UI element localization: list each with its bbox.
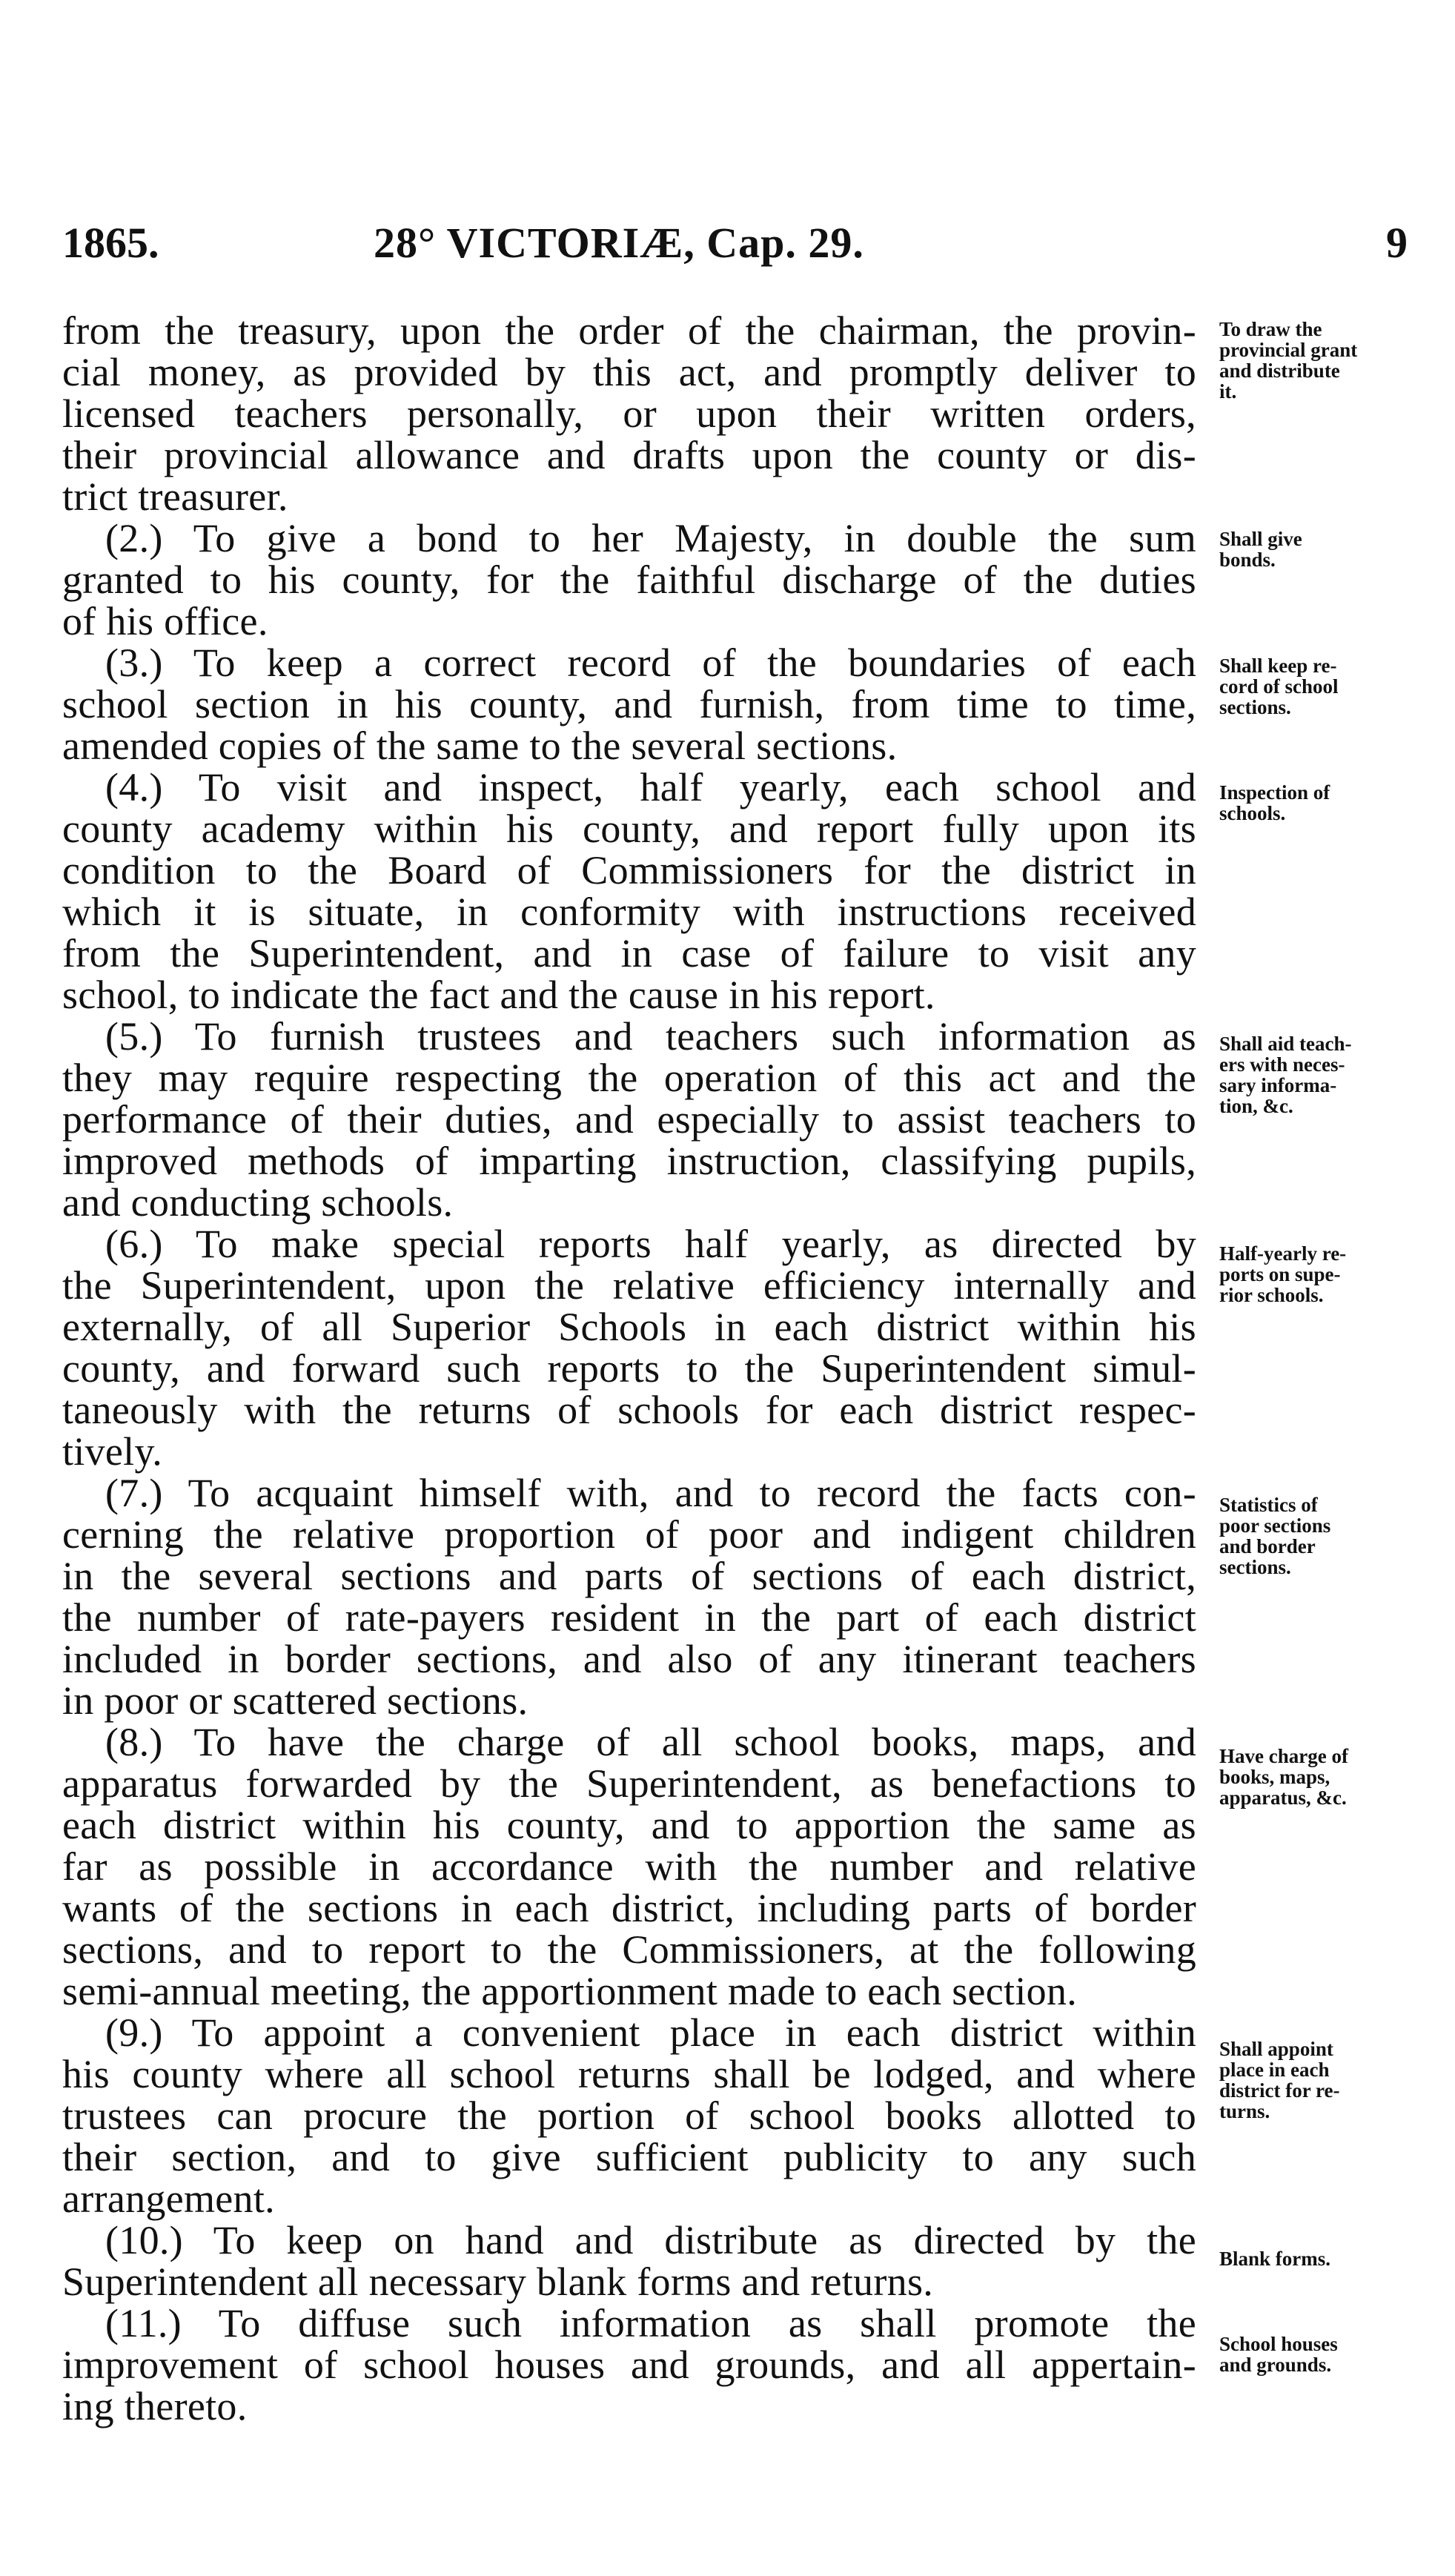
margin-note-line: sary informa- bbox=[1219, 1074, 1337, 1096]
text-line: ing thereto. bbox=[62, 2384, 248, 2428]
text-line: (8.) To have the charge of all school books, maps, and bbox=[105, 1720, 1196, 1764]
margin-note-7 bbox=[1219, 1494, 1442, 1577]
text-line: from the treasury, upon the order of the chairman, the provin- bbox=[62, 308, 1196, 353]
body-text bbox=[62, 310, 1196, 2427]
text-line: tively. bbox=[62, 1429, 163, 1474]
text-line: each district within his county, and to apportion the same as bbox=[62, 1803, 1196, 1847]
margin-note-line: ports on supe- bbox=[1219, 1263, 1341, 1285]
margin-note-3 bbox=[1219, 655, 1442, 718]
text-line: wants of the sections in each district, including parts of border bbox=[62, 1886, 1196, 1930]
text-line: in the several sections and parts of sections of each district, bbox=[62, 1554, 1196, 1598]
text-line: which it is situate, in conformity with instructions received bbox=[62, 890, 1196, 934]
text-line: semi-annual meeting, the apportionment made to each section. bbox=[62, 1969, 1078, 2013]
text-line: sections, and to report to the Commissioners, at the following bbox=[62, 1927, 1196, 1972]
paragraph-10 bbox=[62, 2219, 1196, 2302]
margin-note-line: Have charge of bbox=[1219, 1745, 1348, 1767]
text-line: the Superintendent, upon the relative efficiency internally and bbox=[62, 1263, 1196, 1308]
running-head bbox=[62, 213, 1408, 273]
text-line: included in border sections, and also of any itinerant teachers bbox=[62, 1637, 1196, 1681]
text-line: apparatus forwarded by the Superintendent, as benefactions to bbox=[62, 1761, 1196, 1806]
margin-note-1 bbox=[1219, 319, 1442, 402]
text-line: their section, and to give sufficient publicity to any such bbox=[62, 2135, 1196, 2179]
text-line: (9.) To appoint a convenient place in each district within bbox=[105, 2010, 1196, 2055]
margin-note-5 bbox=[1219, 1033, 1442, 1116]
text-line: school section in his county, and furnish, from time to time, bbox=[62, 682, 1196, 726]
margin-note-line: Half-yearly re- bbox=[1219, 1242, 1347, 1265]
paragraph-3 bbox=[62, 642, 1196, 766]
paragraph-8 bbox=[62, 1721, 1196, 2012]
margin-note-line: sections. bbox=[1219, 696, 1291, 718]
paragraph-9 bbox=[62, 2012, 1196, 2219]
margin-note-line: Inspection of bbox=[1219, 781, 1330, 804]
text-line: improvement of school houses and grounds, and all appertain- bbox=[62, 2342, 1196, 2387]
margin-note-line: schools. bbox=[1219, 802, 1286, 824]
paragraph-11 bbox=[62, 2302, 1196, 2427]
text-line: county, and forward such reports to the Superintendent simul- bbox=[62, 1346, 1196, 1391]
paragraph-6 bbox=[62, 1223, 1196, 1472]
margin-note-line: place in each bbox=[1219, 2059, 1330, 2081]
text-line: externally, of all Superior Schools in each district within his bbox=[62, 1305, 1196, 1349]
page-number: 9 bbox=[1386, 219, 1408, 267]
margin-note-line: bonds. bbox=[1219, 549, 1276, 571]
margin-note-9 bbox=[1219, 2039, 1442, 2122]
text-line: trict treasurer. bbox=[62, 474, 288, 519]
header-title: 28° VICTORIÆ, Cap. 29. bbox=[374, 219, 864, 267]
margin-note-10 bbox=[1219, 2248, 1442, 2269]
text-line: far as possible in accordance with the number and relative bbox=[62, 1844, 1196, 1889]
margin-note-line: it. bbox=[1219, 380, 1237, 403]
text-line: (3.) To keep a correct record of the boundaries of each bbox=[105, 640, 1196, 685]
margin-note-line: books, maps, bbox=[1219, 1766, 1330, 1788]
margin-note-line: rior schools. bbox=[1219, 1284, 1324, 1306]
text-line: (4.) To visit and inspect, half yearly, each school and bbox=[105, 765, 1196, 809]
margin-note-line: ers with neces- bbox=[1219, 1053, 1345, 1076]
margin-note-8 bbox=[1219, 1746, 1442, 1808]
margin-note-line: tion, &c. bbox=[1219, 1095, 1293, 1117]
margin-note-4 bbox=[1219, 782, 1442, 824]
paragraph-4 bbox=[62, 766, 1196, 1016]
text-line: cial money, as provided by this act, and promptly deliver to bbox=[62, 350, 1196, 394]
margin-note-line: and border bbox=[1219, 1535, 1316, 1557]
margin-note-11 bbox=[1219, 2334, 1442, 2375]
text-line: arrangement. bbox=[62, 2176, 275, 2221]
text-line: performance of their duties, and especially to assist teachers to bbox=[62, 1097, 1196, 1142]
text-line: (2.) To give a bond to her Majesty, in double the sum bbox=[105, 516, 1196, 560]
text-line: (11.) To diffuse such information as shall promote the bbox=[105, 2301, 1196, 2345]
text-line: the number of rate-payers resident in the part of each district bbox=[62, 1595, 1196, 1640]
margin-note-line: cord of school bbox=[1219, 675, 1339, 698]
text-line: from the Superintendent, and in case of failure to visit any bbox=[62, 931, 1196, 976]
paragraph-1 bbox=[62, 310, 1196, 517]
text-line: granted to his county, for the faithful discharge of the duties bbox=[62, 557, 1196, 602]
margin-note-line: turns. bbox=[1219, 2100, 1270, 2122]
margin-note-line: sections. bbox=[1219, 1556, 1291, 1578]
paragraph-7 bbox=[62, 1472, 1196, 1721]
text-line: in poor or scattered sections. bbox=[62, 1678, 528, 1723]
margin-note-line: School houses bbox=[1219, 2333, 1338, 2355]
text-line: school, to indicate the fact and the cause in his report. bbox=[62, 973, 935, 1017]
text-line: (5.) To furnish trustees and teachers such information as bbox=[105, 1014, 1196, 1059]
margin-note-line: To draw the bbox=[1219, 318, 1322, 340]
text-line: (7.) To acquaint himself with, and to record the facts con- bbox=[105, 1471, 1196, 1515]
text-line: and conducting schools. bbox=[62, 1180, 454, 1225]
margin-note-line: Shall appoint bbox=[1219, 2038, 1333, 2060]
margin-note-6 bbox=[1219, 1243, 1442, 1305]
text-line: licensed teachers personally, or upon their written orders, bbox=[62, 391, 1196, 436]
margin-note-line: poor sections bbox=[1219, 1514, 1331, 1537]
text-line: condition to the Board of Commissioners for the district in bbox=[62, 848, 1196, 893]
text-line: they may require respecting the operation of this act and the bbox=[62, 1056, 1196, 1100]
margin-note-line: Blank forms. bbox=[1219, 2248, 1331, 2270]
text-line: improved methods of imparting instruction, classifying pupils, bbox=[62, 1139, 1196, 1183]
text-line: their provincial allowance and drafts upon the county or dis- bbox=[62, 433, 1196, 477]
text-line: (6.) To make special reports half yearly, as directed by bbox=[105, 1222, 1196, 1266]
margin-note-line: and distribute bbox=[1219, 360, 1340, 382]
margin-note-line: Shall give bbox=[1219, 528, 1302, 550]
margin-note-2 bbox=[1219, 529, 1442, 570]
text-line: cerning the relative proportion of poor and indigent children bbox=[62, 1512, 1196, 1557]
text-line: taneously with the returns of schools for each district respec- bbox=[62, 1388, 1196, 1432]
text-line: of his office. bbox=[62, 599, 268, 643]
margin-note-line: district for re- bbox=[1219, 2079, 1340, 2102]
header-year: 1865. bbox=[62, 219, 159, 267]
text-line: county academy within his county, and report fully upon its bbox=[62, 807, 1196, 851]
margin-note-line: Shall keep re- bbox=[1219, 655, 1337, 677]
text-line: trustees can procure the portion of school books allotted to bbox=[62, 2093, 1196, 2138]
margin-note-line: and grounds. bbox=[1219, 2354, 1332, 2376]
margin-note-line: apparatus, &c. bbox=[1219, 1787, 1347, 1809]
text-line: (10.) To keep on hand and distribute as directed by the bbox=[105, 2218, 1196, 2262]
text-line: his county where all school returns shall be lodged, and where bbox=[62, 2052, 1196, 2096]
paragraph-5 bbox=[62, 1016, 1196, 1223]
paragraph-2 bbox=[62, 517, 1196, 642]
margin-note-line: Statistics of bbox=[1219, 1494, 1318, 1516]
text-line: Superintendent all necessary blank forms and returns. bbox=[62, 2259, 934, 2304]
margin-note-line: Shall aid teach- bbox=[1219, 1033, 1352, 1055]
margin-note-line: provincial grant bbox=[1219, 339, 1358, 361]
text-line: amended copies of the same to the several sections. bbox=[62, 724, 898, 768]
